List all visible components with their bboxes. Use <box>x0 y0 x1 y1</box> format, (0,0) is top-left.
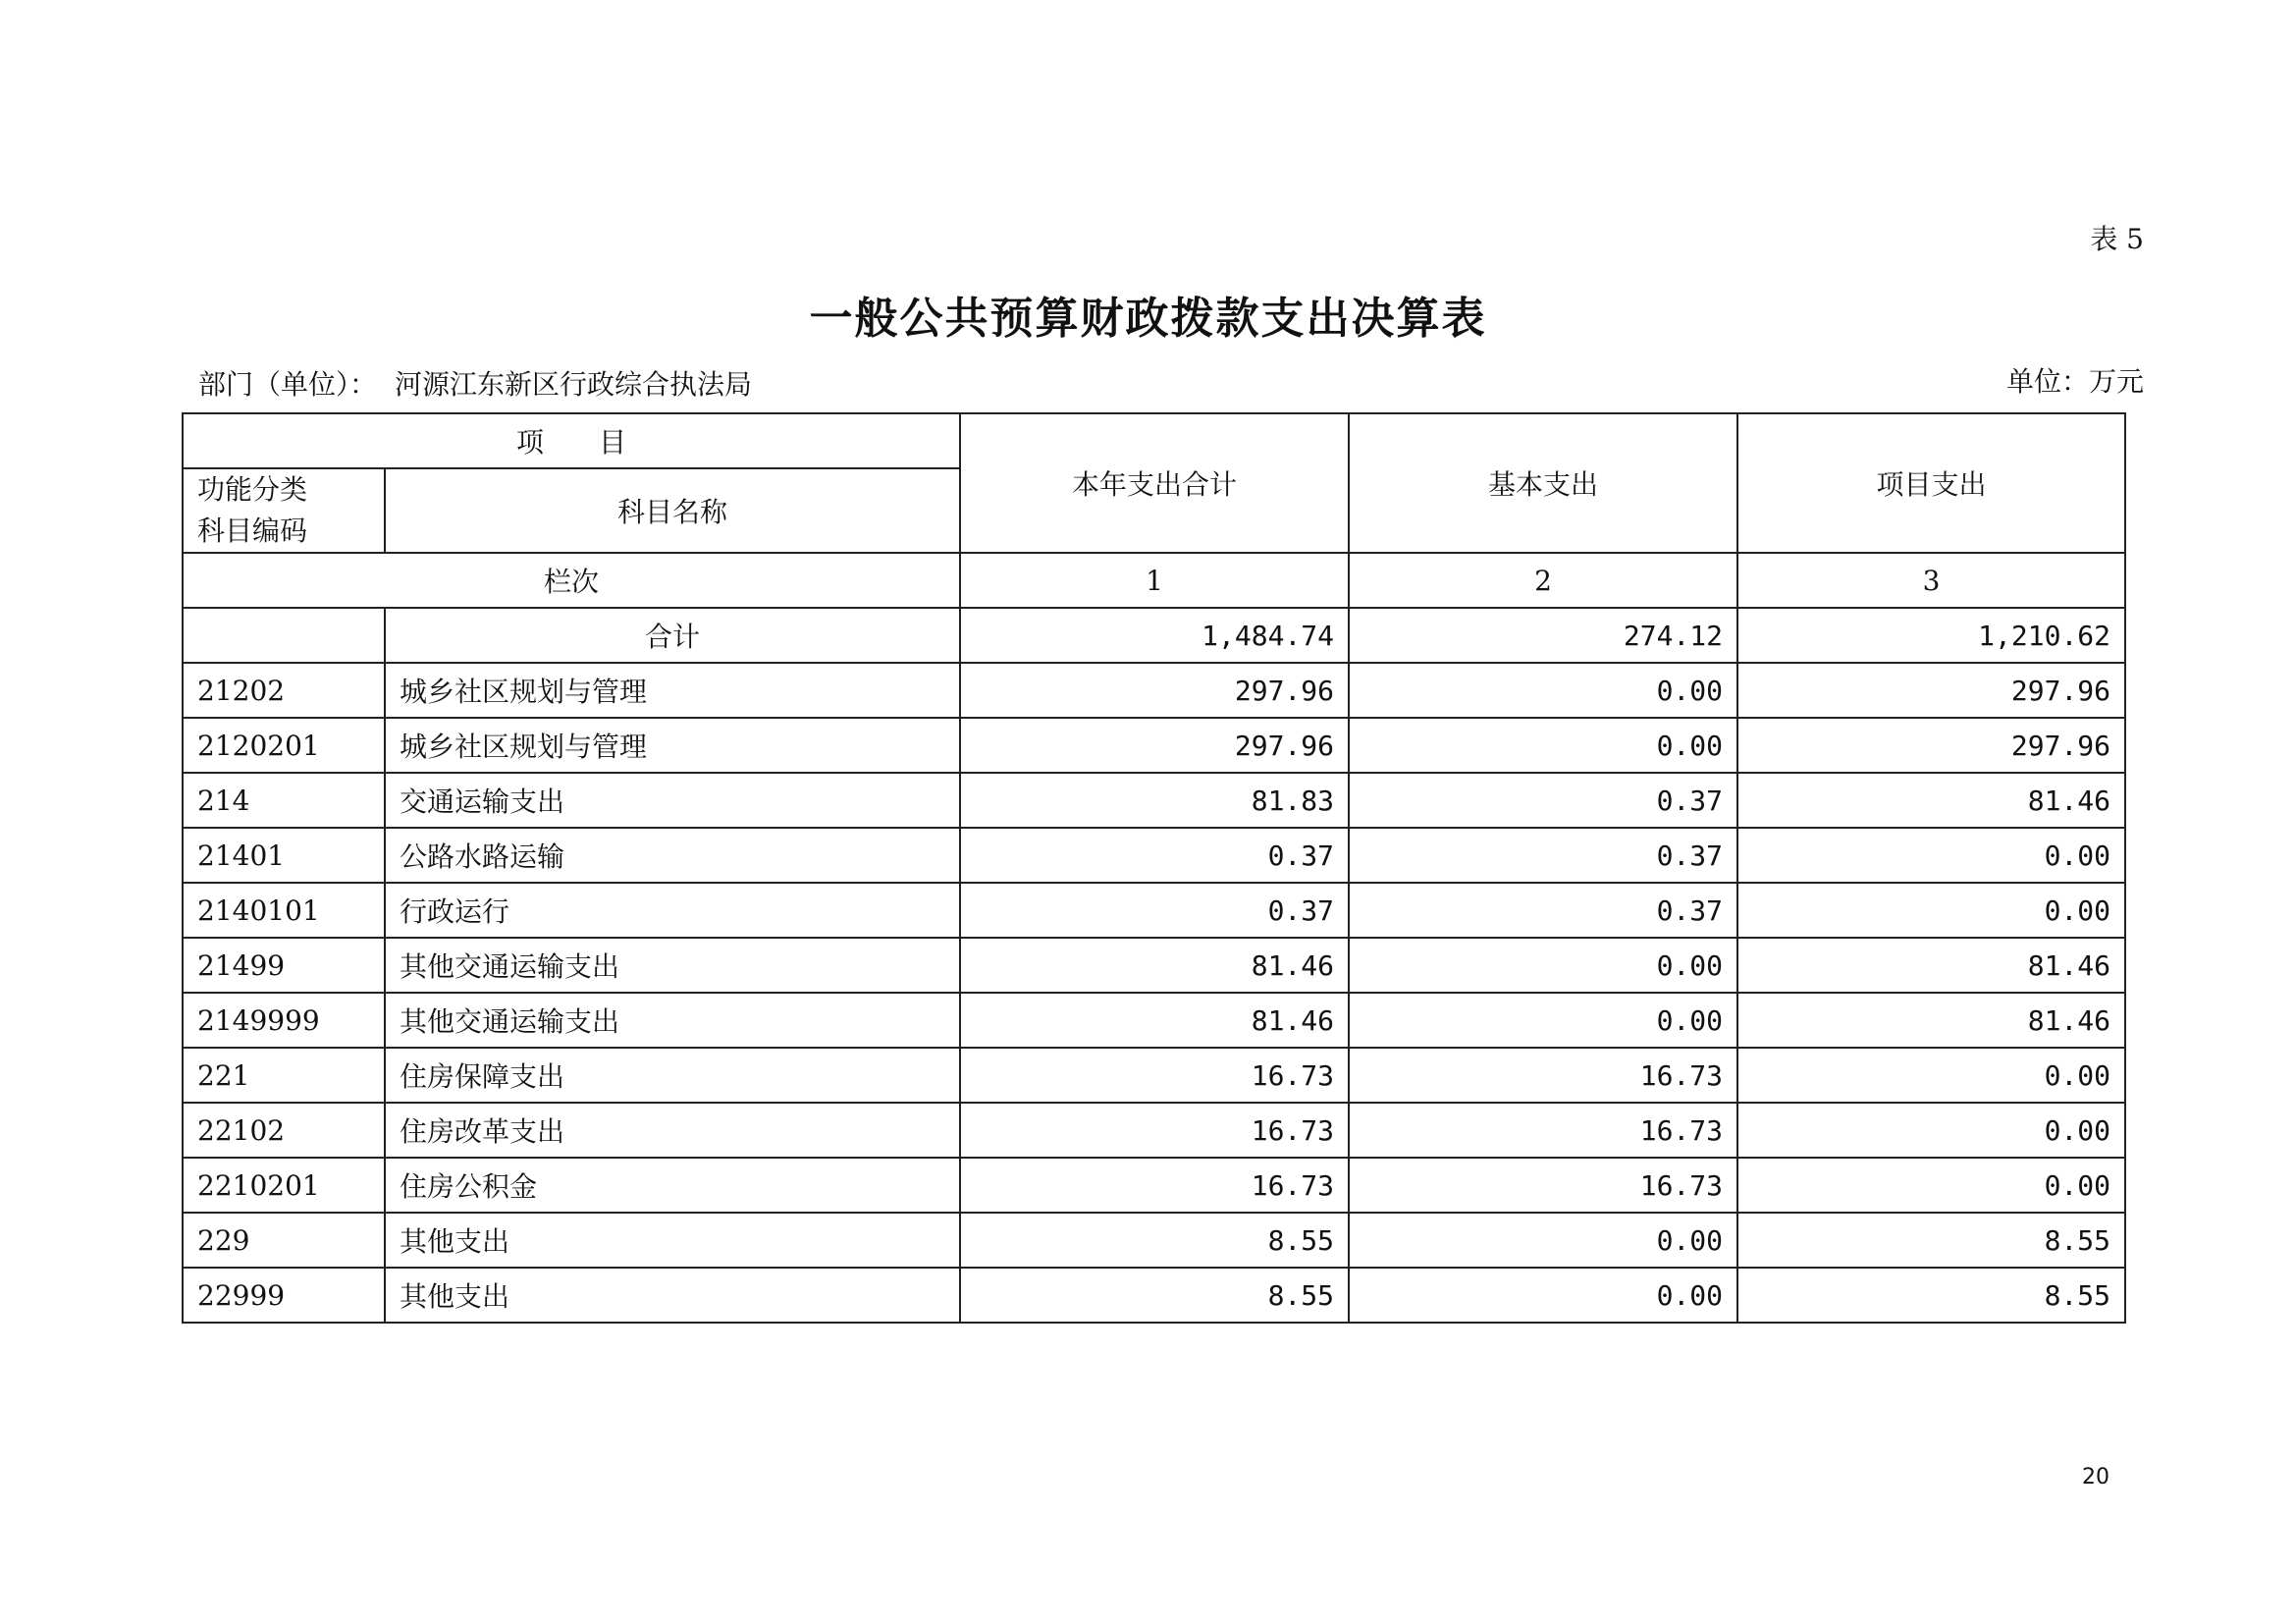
row-project: 0.00 <box>1737 1158 2125 1213</box>
row-basic: 0.37 <box>1349 828 1737 883</box>
row-basic: 0.00 <box>1349 1213 1737 1268</box>
row-name: 城乡社区规划与管理 <box>385 663 960 718</box>
table-row <box>183 1268 2125 1323</box>
header-item: 项 目 <box>183 413 960 468</box>
budget-table <box>182 412 2126 1324</box>
row-total: 0.37 <box>960 828 1349 883</box>
table-row <box>183 1048 2125 1103</box>
row-total: 81.46 <box>960 938 1349 993</box>
row-code: 21499 <box>183 938 385 993</box>
row-project: 81.46 <box>1737 938 2125 993</box>
row-project: 81.46 <box>1737 993 2125 1048</box>
row-name: 公路水路运输 <box>385 828 960 883</box>
row-basic: 0.00 <box>1349 993 1737 1048</box>
row-name: 交通运输支出 <box>385 773 960 828</box>
page-number: 20 <box>2082 1465 2109 1489</box>
table-row <box>183 828 2125 883</box>
row-basic: 0.37 <box>1349 883 1737 938</box>
row-name: 住房保障支出 <box>385 1048 960 1103</box>
summary-basic: 274.12 <box>1349 608 1737 663</box>
department-line <box>198 363 770 403</box>
row-name: 其他支出 <box>385 1213 960 1268</box>
summary-project: 1,210.62 <box>1737 608 2125 663</box>
row-name: 其他交通运输支出 <box>385 993 960 1048</box>
row-total: 297.96 <box>960 663 1349 718</box>
row-project: 0.00 <box>1737 828 2125 883</box>
row-project: 8.55 <box>1737 1268 2125 1323</box>
row-basic: 0.00 <box>1349 938 1737 993</box>
department-label: 部门（单位）： <box>198 368 378 401</box>
header-row-1 <box>183 413 2125 468</box>
header-subject-name: 科目名称 <box>385 468 960 553</box>
header-code-line2: 科目编码 <box>197 514 308 547</box>
table-row <box>183 1103 2125 1158</box>
row-total: 8.55 <box>960 1268 1349 1323</box>
row-project: 0.00 <box>1737 1103 2125 1158</box>
table-row <box>183 663 2125 718</box>
table-row <box>183 1213 2125 1268</box>
row-total: 8.55 <box>960 1213 1349 1268</box>
row-basic: 16.73 <box>1349 1158 1737 1213</box>
table-row <box>183 1158 2125 1213</box>
row-basic: 0.00 <box>1349 663 1737 718</box>
row-basic: 0.00 <box>1349 1268 1737 1323</box>
header-code-line1: 功能分类 <box>197 473 308 506</box>
row-name: 其他支出 <box>385 1268 960 1323</box>
row-project: 81.46 <box>1737 773 2125 828</box>
row-code: 221 <box>183 1048 385 1103</box>
row-code: 2120201 <box>183 718 385 773</box>
row-code: 21202 <box>183 663 385 718</box>
column-index-label: 栏次 <box>183 553 960 608</box>
row-code: 21401 <box>183 828 385 883</box>
column-index-1: 1 <box>960 553 1349 608</box>
row-total: 16.73 <box>960 1048 1349 1103</box>
row-total: 16.73 <box>960 1158 1349 1213</box>
summary-code <box>183 608 385 663</box>
row-project: 0.00 <box>1737 1048 2125 1103</box>
row-code: 2140101 <box>183 883 385 938</box>
row-basic: 16.73 <box>1349 1103 1737 1158</box>
header-total: 本年支出合计 <box>960 413 1349 553</box>
row-basic: 0.37 <box>1349 773 1737 828</box>
row-project: 8.55 <box>1737 1213 2125 1268</box>
summary-row <box>183 608 2125 663</box>
summary-label: 合计 <box>385 608 960 663</box>
row-total: 81.46 <box>960 993 1349 1048</box>
row-code: 214 <box>183 773 385 828</box>
row-basic: 0.00 <box>1349 718 1737 773</box>
unit-label: 单位：万元 <box>2005 365 2144 398</box>
row-project: 0.00 <box>1737 883 2125 938</box>
row-name: 其他交通运输支出 <box>385 938 960 993</box>
row-name: 城乡社区规划与管理 <box>385 718 960 773</box>
row-name: 住房改革支出 <box>385 1103 960 1158</box>
header-project: 项目支出 <box>1737 413 2125 553</box>
row-project: 297.96 <box>1737 663 2125 718</box>
table-row <box>183 718 2125 773</box>
row-basic: 16.73 <box>1349 1048 1737 1103</box>
row-name: 住房公积金 <box>385 1158 960 1213</box>
table-row <box>183 938 2125 993</box>
row-code: 22102 <box>183 1103 385 1158</box>
table-number: 表 5 <box>2090 223 2144 255</box>
row-total: 0.37 <box>960 883 1349 938</box>
header-code <box>183 468 385 553</box>
header-basic: 基本支出 <box>1349 413 1737 553</box>
table-row <box>183 883 2125 938</box>
table-row <box>183 773 2125 828</box>
page-title: 一般公共预算财政拨款支出决算表 <box>809 294 1487 344</box>
row-code: 229 <box>183 1213 385 1268</box>
department-name: 河源江东新区行政综合执法局 <box>395 368 753 401</box>
row-code: 2149999 <box>183 993 385 1048</box>
row-total: 297.96 <box>960 718 1349 773</box>
table-row <box>183 993 2125 1048</box>
row-total: 81.83 <box>960 773 1349 828</box>
row-project: 297.96 <box>1737 718 2125 773</box>
column-index-3: 3 <box>1737 553 2125 608</box>
column-index-row <box>183 553 2125 608</box>
row-name: 行政运行 <box>385 883 960 938</box>
summary-total: 1,484.74 <box>960 608 1349 663</box>
row-code: 22999 <box>183 1268 385 1323</box>
row-total: 16.73 <box>960 1103 1349 1158</box>
column-index-2: 2 <box>1349 553 1737 608</box>
row-code: 2210201 <box>183 1158 385 1213</box>
